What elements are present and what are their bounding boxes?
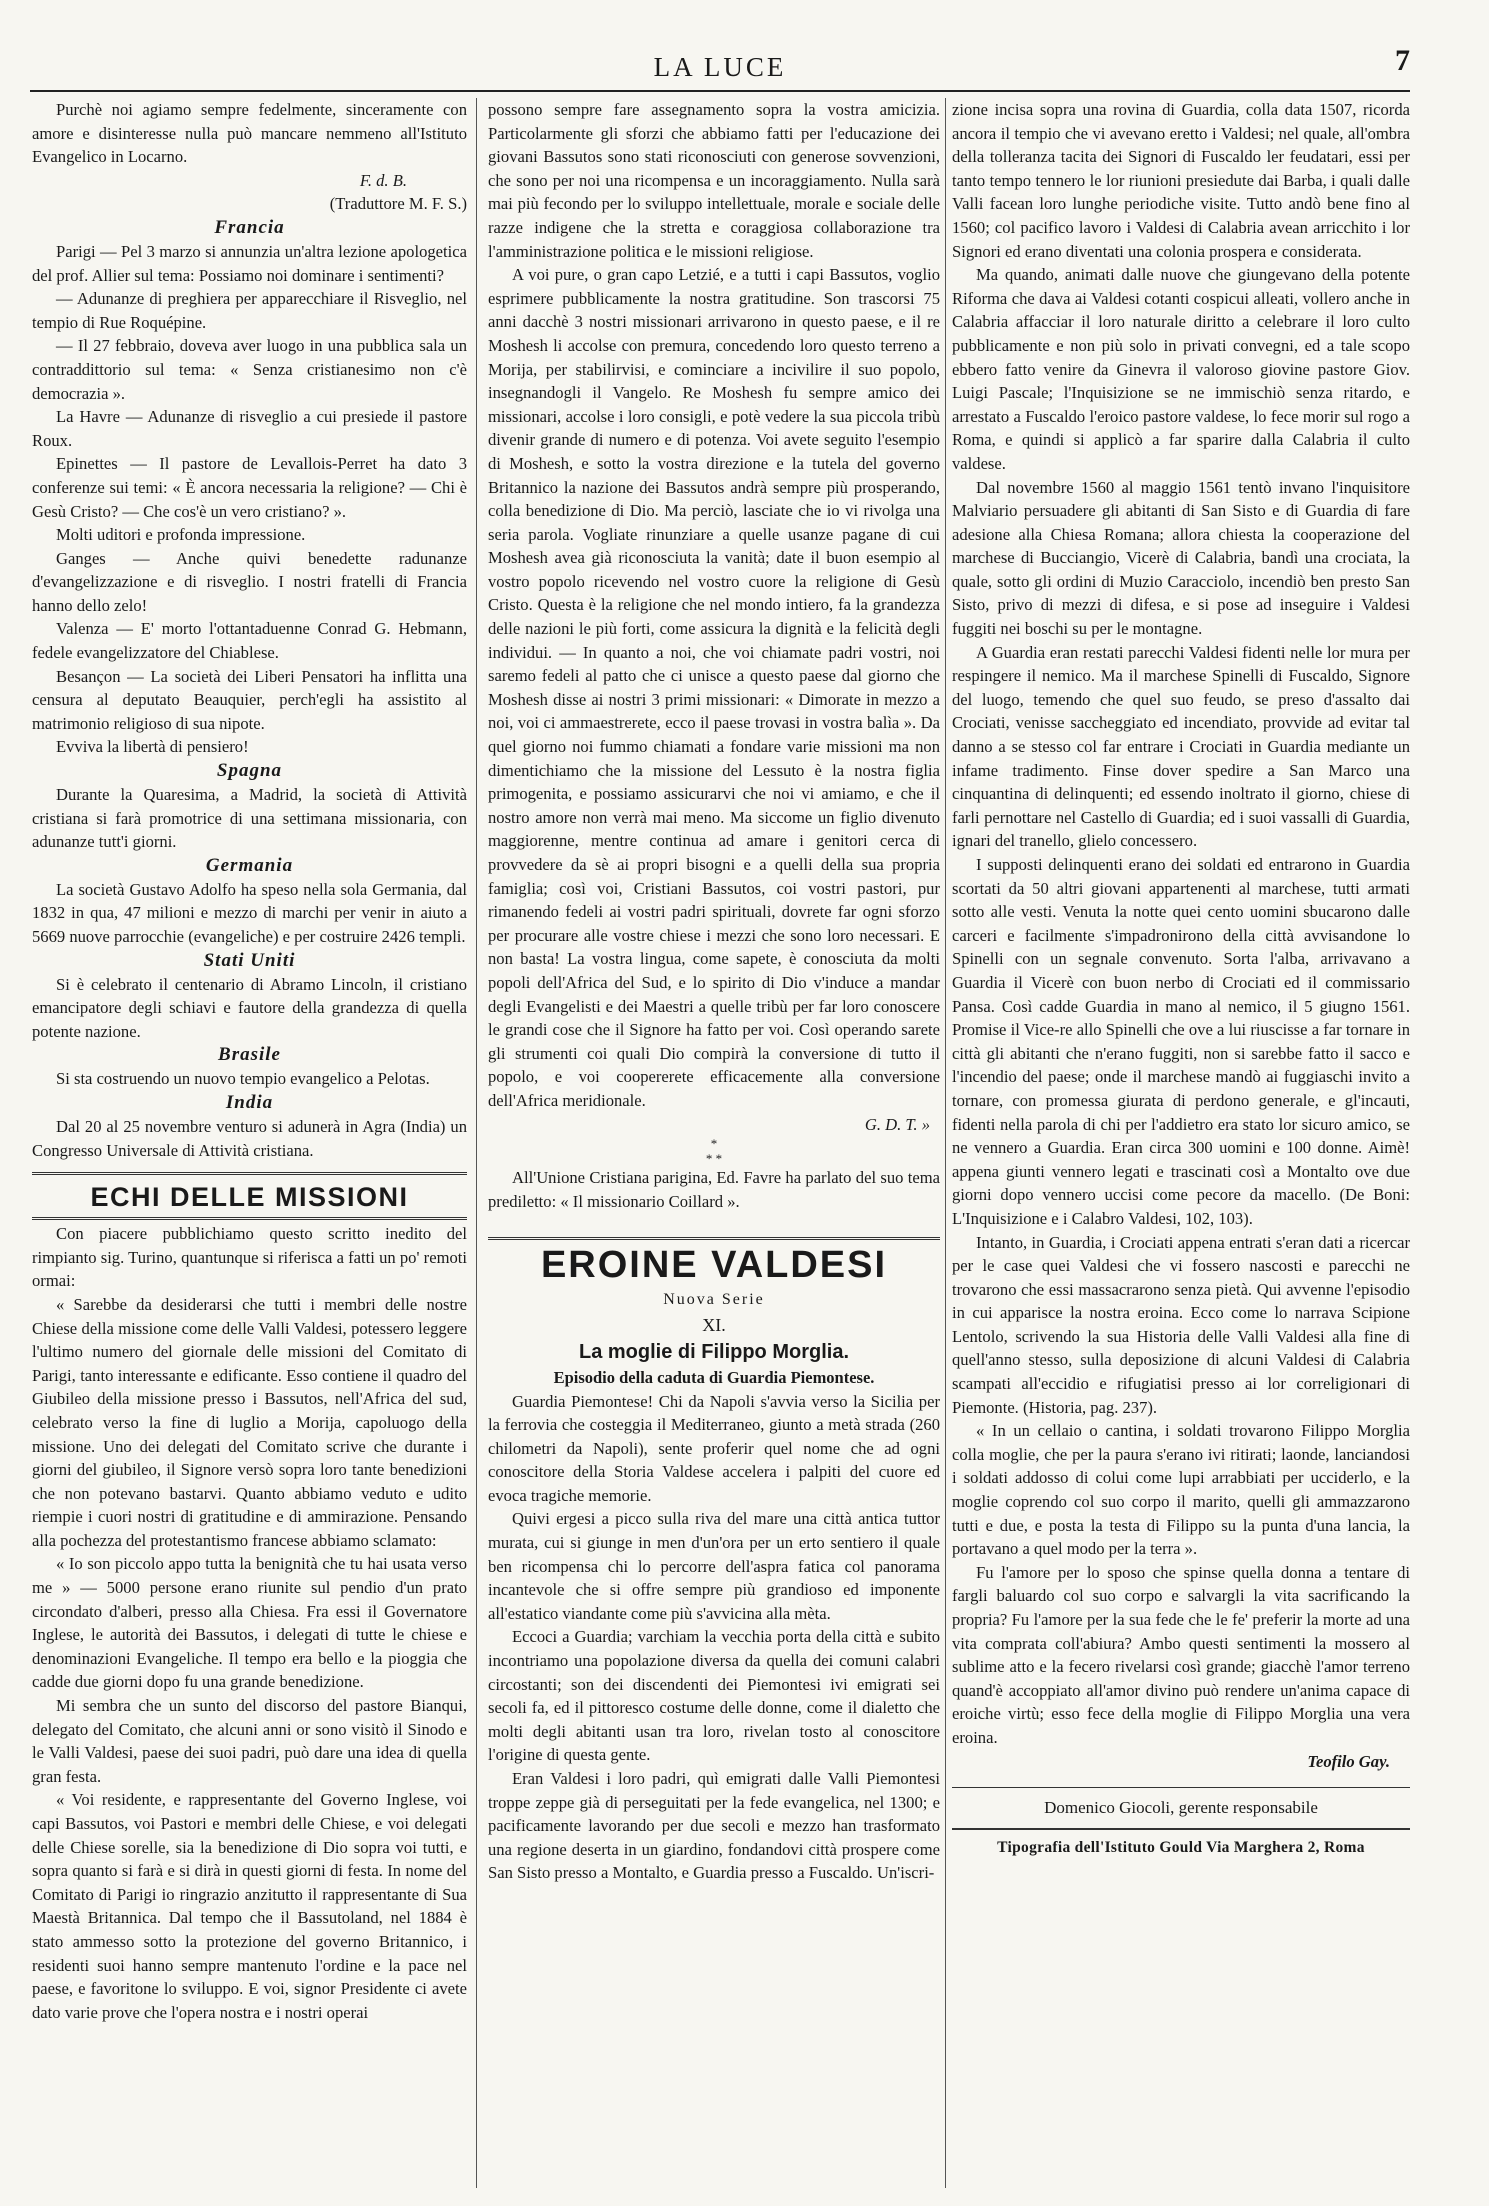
article-paragraph: Mi sembra che un sunto del discorso del pastore Bianqui, delegato del Comitato, che alcuni anni or sono visitò il Sinodo e le Valli Valdesi, paese dei suoi padri, può dare una idea di quella gran festa. [32,1696,467,1786]
article-paragraph: Con piacere pubblichiamo questo scritto inedito del rimpianto sig. Turino, quantunque si riferisca a fatti un po' remoti ormai: [32,1224,467,1291]
printer-imprint: Tipografia dell'Istituto Gould Via Marghera 2, Roma [997,1838,1365,1856]
news-paragraph: Si è celebrato il centenario di Abramo Lincoln, il cristiano emancipatore degli schiavi e fautore della grandezza di quella potente nazione. [32,974,467,1041]
responsible-manager: Domenico Giocoli, gerente responsabile [1044,1798,1318,1818]
article-paragraph: Dal novembre 1560 al maggio 1561 tentò invano l'inquisitore Malviario persuadere gli abitanti di San Sisto e di Guardia di fare adesione alla Chiesa Romana; allora chiesta la cooperazione del marchese di Bucciangio, Vicerè di Calabria, bandì una crociata, la quale, sotto gli ordini di Muzio Caracciolo, incendiò ben presto San Sisto, privo di mezzi di difesa, e si pose ad inseguire i Valdesi fuggiti nei boschi su per le montagne. [952,477,1410,639]
signature-initials: F. d. B. [359,170,407,190]
quotation-paragraph: « In un cellaio o cantina, i soldati trovarono Filippo Morglia colla moglie, che per la paura s'erano ivi ritirati; laonde, lanciandosi i soldati addosso di colui come lupi arrabbiati per ucciderlo, e la moglie coprendo col suo corpo il marito, quelli gli ammazzarono tutti e due, e posta la testa di Filippo su la punta d'una lancia, la portavano a quel modo per la terra ». [952,1421,1410,1559]
article-paragraph: « Io son piccolo appo tutta la benignità che tu hai usata verso me » — 5000 persone erano riunite sul pendio d'un prato circondato d'alberi, presso alla Chiesa. Fra essi il Governatore Inglese, le autorità dei Bassutos, i delegati di tutte le chiese e denominazioni Evangeliche. Il tempo era bello e la pioggia che cadde due giorni dopo fu una grande benedizione. [32,1554,467,1692]
article-paragraph: « Sarebbe da desiderarsi che tutti i membri delle nostre Chiese della missione come delle Valli Valdesi, potessero leggere l'ultimo numero del giornale delle missioni del Comitato di Parigi, tanto interessante e edificante. Esso contiene il quadro del Giubileo della missione presso i Bassutos, nell'Africa del sud, celebrato verso la fine di luglio a Morija, capoluogo della missione. Uno dei delegati del Comitato scrive che durante i giorni del giubileo, il Signore versò sopra loro tante benedizioni che non potevano bastarvi. Quanto abbiamo veduto e udito riempie i cuori nostri di gratitudine e di ammirazione. Pensando alla pochezza del protestantismo francese abbiamo sclamato: [32,1294,467,1550]
article-paragraph: zione incisa sopra una rovina di Guardia, colla data 1507, ricorda ancora il tempio che vi avevano eretto i Valdesi; nel quale, all'ombra della tolleranza tacita dei Signori di Fuscaldo ler feudatari, essi per tanto tempo tennero le lor riunioni presiedute dai Barba, i quali dalle Valli facean loro lunghe periodiche visite. Tutto andò bene fino al 1560; col pacifico lavoro i Valdesi di Calabria avean arricchito i lor Signori ed erano diventati una colonia prospera e considerata. [952,100,1410,261]
footer-divider [952,1828,1410,1830]
translator-credit: (Traduttore M. F. S.) [329,194,467,214]
news-paragraph: Valenza — E' morto l'ottantaduenne Conrad G. Hebmann, fedele evangelizzatore del Chiablese. [32,619,467,663]
article-paragraph: possono sempre fare assegnamento sopra la vostra amicizia. Particolarmente gli sforzi che abbiamo fatti per l'educazione dei giovani Bassutos sono stati riconosciuti con generose sovvenzioni, che sono per noi una ricompensa e un incoraggiamento. Nulla sarà mai più fecondo per lo sviluppo intellettuale, morale e sociale delle razze indigene che la stretta e coraggiosa collaborazione tra l'amministrazione politica e le missioni religiose. [488,100,940,261]
news-paragraph: Ganges — Anche quivi benedette radunanze d'evangelizzazione e di risveglio. I nostri fratelli di Francia hanno dello zelo! [32,548,467,615]
news-paragraph: Evviva la libertà di pensiero! [56,737,249,757]
section-divider [32,1172,467,1175]
section-heading-eroine-valdesi: EROINE VALDESI [540,1244,888,1287]
column-middle [488,98,940,2188]
article-paragraph: Eran Valdesi i loro padri, quì emigrati dalle Valli Piemontesi troppe zeppe già di perseguitati per la fede evangelica, nel 1300; e pacificamente lavorando per due secoli e mezzo han trasformato una regione deserta in un giardino, fondandovi città prospere come San Sisto presso a Montalto, e Guardia presso a Fuscaldo. Un'iscri- [488,1769,940,1883]
news-paragraph: All'Unione Cristiana parigina, Ed. Favre ha parlato del suo tema prediletto: « Il missionario Coillard ». [488,1168,940,1211]
news-paragraph: La Havre — Adunanze di risveglio a cui presiede il pastore Roux. [32,407,467,450]
column-right [952,98,1410,2188]
column-left [32,98,467,2188]
section-heading-spagna: Spagna [216,760,283,782]
series-number: XI. [702,1314,726,1335]
section-heading-echi-delle-missioni: ECHI DELLE MISSIONI [90,1182,409,1213]
story-title: La moglie di Filippo Morglia. [579,1340,849,1363]
column-divider-1 [476,98,477,2188]
news-paragraph: Besançon — La società dei Liberi Pensatori ha inflitta una censura al deputato Beauquier, perch'egli ha assistito al matrimonio religioso di sua nipote. [32,666,467,733]
article-paragraph: A voi pure, o gran capo Letzié, e a tutti i capi Bassutos, voglio esprimere pubblicamente la nostra gratitudine. Son trascorsi 75 anni dacchè 3 nostri missionari arrivarono in questo paese, e il re Moshesh li accolse con premura, concedendo loro questo terreno a Morija, per stabilirvisi, e cominciare a incivilire il suo popolo, insegnandogli il Vangelo. Re Moshesh fu sempre amico dei missionari, accolse i loro consigli, e potè vedere la sua piccola tribù divenir grande di numero e di potenza. Voi avete seguito l'esempio di Moshesh, e sotto la vostra direzione e la tutela del governo Britannico la nazione dei Bassutos andrà sempre più prosperando, colla benedizione di Dio. Ma perciò, lasciate che io vi rivolga una seria parola. Vogliate rinunziare a quelle usanze pagane di cui Moshesh avea già riconosciuta la vanità; date il buon esempio al vostro popolo ricevendo nel vostro cuore la religione di Gesù Cristo. Questa è la religione che nel mondo intiero, fa la grandezza delle nazioni le più forti, come assicura la dignità e la felicità degli individui. — In quanto a noi, che voi chiamate padri vostri, noi saremo fedeli al patto che ci unisce a questo paese dal giorno che Moshesh disse ai nostri 3 primi missionari: « Dimorate in mezzo a noi, voi ci ammaestrerete, ecco il paese trovasi in vostra balìa ». Da quel giorno noi fummo chiamati a fondare varie missioni ma non dimentichiamo che la missione del Lessuto è la nostra figlia primogenita, e possiamo assicurarvi che noi vi amiamo, e che il nostro amore non verrà mai meno. Ma siccome un figlio divenuto maggiorenne, mentre continua ad amare i genitori cerca di provvedere da sè ai propri bisogni e a quelli della sua propria famiglia; così voi, Cristiani Bassutos, coi vostri pastori, pur rimanendo fedeli ai vostri padri spirituali, dovrete far ogni sforzo per procurare alle vostre chiese i mezzi che sono loro necessari. E non basta! La vostra lingua, come sapete, è conosciuta da molti popoli dell'Africa del Sud, e lo spirito di Dio v'induce a mandar degli Evangelisti e dei Maestri a quelle tribù per far loro conoscere le grandi cose che il Signore ha fatto per voi. Così operando sarete gli strumenti coi quali Dio compirà la conversione di tutto il popolo, e voi coopererete efficacemente alla conversione dell'Africa meridionale. [488,265,940,1110]
page-header [30,44,1410,96]
news-paragraph: Molti uditori e profonda impressione. [56,525,306,545]
article-paragraph: Guardia Piemontese! Chi da Napoli s'avvia verso la Sicilia per la ferrovia che costeggia il Mediterraneo, giunto a metà strada (260 chilometri da Napoli), sente proferir quel nome che ad ogni conoscitore della Storia Valdese accelera i palpiti del cuore ed evoca tragiche memorie. [488,1391,940,1505]
section-heading-brasile: Brasile [218,1044,281,1066]
section-divider [32,1217,467,1220]
section-heading-germania: Germania [205,854,294,876]
article-paragraph: « Voi residente, e rappresentante del Governo Inglese, voi capi Bassutos, voi Pastori e membri delle Chiese, e voi delegati delle Chiese sorelle, sia la benedizione di Dio sopra voi tutti, e sopra quanto si farà e si dirà in questi giorni di festa. In nome del Comitato di Parigi io ringrazio anzitutto il rappresentante di Sua Maestà Britannica. Dal tempo che il Bassutoland, nel 1884 è stato ammesso sotto la protezione del governo Britannico, i residenti suoi hanno sempre mantenuto l'ordine e la pace nel paese, e favoritone lo sviluppo. E voi, signor Presidente ci avete dato varie prove che l'opera nostra e i nostri operai [32,1790,467,2022]
news-paragraph: Durante la Quaresima, a Madrid, la società di Attività cristiana si farà promotrice di una settimana missionaria, con adunanze tutt'i giorni. [32,785,467,852]
article-signature: G. D. T. » [864,1114,930,1134]
news-paragraph: Dal 20 al 25 novembre venturo si adunerà in Agra (India) un Congresso Universale di Attività cristiana. [32,1116,467,1160]
section-heading-stati-uniti: Stati Uniti [203,949,296,971]
news-paragraph: Parigi — Pel 3 marzo si annunzia un'altra lezione apologetica del prof. Allier sul tema: Possiamo noi dominare i sentimenti? [32,241,467,285]
news-paragraph: — Adunanze di preghiera per apparecchiare il Risveglio, nel tempio di Rue Roquépine. [32,289,467,332]
news-paragraph: La società Gustavo Adolfo ha speso nella sola Germania, dal 1832 in qua, 47 milioni e mezzo di marchi per venir in aiuto a 5669 nuove parrocchie (evangeliche) e per costruire 2426 templi. [32,879,467,946]
newspaper-title: LA LUCE [653,52,787,82]
article-paragraph: Fu l'amore per lo sposo che spinse quella donna a tentare di fargli baluardo col suo corpo e salvargli la vita sacrificando la propria? Fu l'amore per la sua fede che le fe' preferir la morte ad una vita comprata coll'abiura? Ambo questi sentimenti la mossero al sublime atto e la fecero rivelarsi così grande; giacchè l'amor terreno quand'è accoppiato all'amor divino può rendere un'anima capace di eroiche virtù; esso fece della moglie di Filippo Morglia una vera eroina. [952,1562,1410,1747]
asterism-divider: * * * [705,1136,723,1167]
footer-divider [952,1787,1410,1788]
article-paragraph: Quivi ergesi a picco sulla riva del mare una città antica tuttor murata, cui si giunge in men d'un'ora per un erto sentiero il quale ben ricompensa chi lo percorre dell'aspra fatica col panorama incantevole che si offre sempre più grandioso ed imponente all'estatico viandante come più s'avvicina alla mèta. [488,1509,940,1623]
article-paragraph: A Guardia eran restati parecchi Valdesi fidenti nelle lor mura per respingere il nemico. Ma il marchese Spinelli di Fuscaldo, Signore del luogo, temendo che quel suo feudo, se preso d'assalto dai Crociati, venisse saccheggiato ed incendiato, provvide ad evitar tal danno a se stesso col far entrare i Crociati in Guardia mediante un infame tradimento. Finse dover spedire a San Marco una cinquantina di delinquenti; ed essendo inoltrato il giorno, chiese di farli pernottare nel Castello di Guardia; ed i suoi vassalli di Guardia, ignari del tranello, glielo concessero. [952,642,1410,851]
news-paragraph: Si sta costruendo un nuovo tempio evangelico a Pelotas. [56,1069,430,1089]
section-heading-francia: Francia [214,216,285,238]
page-number: 7 [1395,44,1410,77]
author-signature: Teofilo Gay. [1307,1751,1390,1771]
article-paragraph: Intanto, in Guardia, i Crociati appena entrati s'eran dati a ricercar per le case quei Valdesi che vi fossero nascosti e parecchi ne trovarono che essi massacrarono senza pietà. Qui avvenne l'episodio in cui apparisce la nostra eroina. Ecco come lo narrava Scipione Lentolo, scrivendo la sua Historia delle Valli Valdesi alla fine di quell'anno stesso, sulla deposizione di alcuni Valdesi di Calabria scampati all'eccidio e rifugiatisi presso ai lor correligionari di Piemonte. (Historia, pag. 237). [952,1232,1410,1417]
news-paragraph: — Il 27 febbraio, doveva aver luogo in una pubblica sala un contraddittorio sul tema: « Senza cristianesimo non c'è democrazia ». [32,336,467,403]
header-rule [30,90,1410,92]
series-label: Nuova Serie [663,1291,765,1309]
section-divider [488,1237,940,1240]
story-subtitle: Episodio della caduta di Guardia Piemontese. [553,1367,875,1387]
news-paragraph: Epinettes — Il pastore de Levallois-Perret ha dato 3 conferenze sui temi: « È ancora necessaria la religione? — Chi è Gesù Cristo? — Che cos'è un vero cristiano? ». [32,454,467,521]
article-paragraph: Eccoci a Guardia; varchiam la vecchia porta della città e subito incontriamo una popolazione diversa da quella dei comuni calabri circostanti; son dei discendenti dei Piemontesi ivi emigrati sei secoli fa, ed il pittoresco costume delle donne, come il dialetto che molti degli abitanti usan tra loro, rivelan tosto al conoscitore l'origine di questa gente. [488,1627,940,1765]
intro-paragraph: Purchè noi agiamo sempre fedelmente, sinceramente con amore e disinteresse nulla può mancare nemmeno all'Istituto Evangelico in Locarno. [32,100,467,167]
section-heading-india: India [225,1091,274,1113]
article-paragraph: I supposti delinquenti erano dei soldati ed entrarono in Guardia scortati da 50 altri giovani appartenenti al marchese, tutti armati sotto alle vesti. Venuta la notte quei cento uomini sbucarono dalle carceri e facilmente s'impadronirono della città avvisandone lo Spinelli con un segnale convenuto. Sorta l'alba, arrivavano a Guardia il Vicerè con buon nerbo di Crociati ed il commissario Pansa. Così cadde Guardia in mano al nemico, il 5 giugno 1561. Promise il Vice-re allo Spinelli che ove a lui riuscisse a far tornare in città gli abitanti che n'erano fuggiti, non si sarebbe fatto il sacco e l'incendio del paese; onde il marchese mandò ai fuggiaschi invito a tornare, con promessa giurata di perdono generale, e gl'incauti, fidenti nella parola di chi per l'addietro era stato lor sicuro amico, se ne vennero a Guardia. Eran circa 300 uomini e 100 donne. Aimè! appena giunti vennero legati e trascinati così a Montalto ove due giorni dopo vennero uccisi come pecore da macello. (De Boni: L'Inquisizione e i Calabro Valdesi, 102, 103). [952,855,1410,1228]
article-paragraph: Ma quando, animati dalle nuove che giungevano della potente Riforma che dava ai Valdesi cotanti cospicui alleati, vollero anche in Calabria affacciar il loro naturale diritto a celebrare il loro culto pubblicamente e non più solo in privati convegni, ed a tale scopo ebbero fatto venire da Ginevra il valoroso giovine pastore Giov. Luigi Pascale; l'Inquisizione se ne immischiò senza ritardo, e arrestato a Fuscaldo l'eroico pastore valdese, lo fece morir sul rogo a Roma, e quindi si applicò a far sparire dalla Calabria il culto valdese. [952,265,1410,473]
column-divider-2 [945,98,946,2188]
